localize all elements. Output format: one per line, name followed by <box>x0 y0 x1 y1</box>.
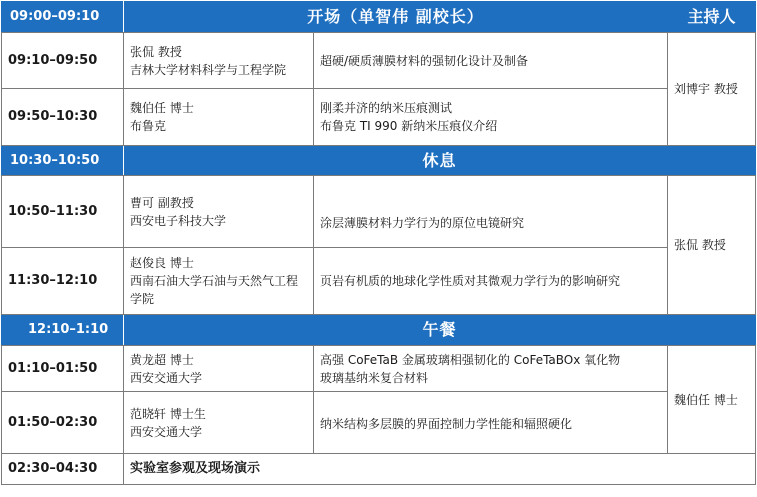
lunch-time: 12:10–1:10 <box>2 315 124 346</box>
speaker-cell <box>124 392 314 454</box>
table-row <box>2 89 756 146</box>
speaker-cell <box>124 89 314 146</box>
closing-row <box>2 454 756 485</box>
schedule-table <box>1 1 756 485</box>
speaker-name: 赵俊良 博士 <box>130 256 194 270</box>
talk-topic <box>314 176 668 248</box>
slot-time: 11:30–12:10 <box>2 248 124 315</box>
slot-time: 09:50–10:30 <box>2 89 124 146</box>
topic-line: 超硬/硬质薄膜材料的强韧化设计及制备 <box>320 53 529 68</box>
host-column-header: 主持人 <box>668 2 756 33</box>
topic-line: 刚柔并济的纳米压痕测试 <box>320 101 453 115</box>
speaker-affiliation: 西安交通大学 <box>130 424 203 439</box>
session-host: 魏伯任 博士 <box>668 346 756 454</box>
speaker-affiliation: 西南石油大学石油与天然气工程学院 <box>130 274 299 306</box>
break-time: 10:30–10:50 <box>2 146 124 176</box>
topic-line: 布鲁克 TI 990 新纳米压痕仪介绍 <box>320 119 498 133</box>
speaker-name: 范晓轩 博士生 <box>130 406 206 421</box>
speaker-cell <box>124 33 314 89</box>
topic-line: 玻璃基纳米复合材料 <box>320 370 429 385</box>
topic-line: 纳米结构多层膜的界面控制力学性能和辐照硬化 <box>320 416 573 431</box>
speaker-name: 张侃 教授 <box>130 44 182 59</box>
table-row <box>2 33 756 89</box>
talk-topic <box>314 392 668 454</box>
speaker-affiliation: 布鲁克 <box>130 119 167 133</box>
opening-title: 开场（单智伟 副校长） <box>124 2 668 33</box>
break-row <box>2 146 756 176</box>
slot-time: 09:10–09:50 <box>2 33 124 89</box>
speaker-affiliation: 吉林大学材料科学与工程学院 <box>130 62 287 77</box>
break-title: 休息 <box>124 146 756 176</box>
table-row <box>2 346 756 392</box>
slot-time: 10:50–11:30 <box>2 176 124 248</box>
lunch-title: 午餐 <box>124 315 756 346</box>
session-host: 刘博宇 教授 <box>668 33 756 146</box>
talk-topic <box>314 248 668 315</box>
slot-time: 01:10–01:50 <box>2 346 124 392</box>
topic-line: 涂层薄膜材料力学行为的原位电镜研究 <box>320 215 525 230</box>
talk-topic <box>314 33 668 89</box>
speaker-cell <box>124 346 314 392</box>
speaker-name: 曹可 副教授 <box>130 195 194 210</box>
closing-title: 实验室参观及现场演示 <box>124 454 756 485</box>
table-row <box>2 176 756 248</box>
table-row <box>2 392 756 454</box>
speaker-name: 黄龙超 博士 <box>130 352 194 367</box>
opening-row <box>2 2 756 33</box>
speaker-cell <box>124 176 314 248</box>
opening-time: 09:00–09:10 <box>2 2 124 33</box>
slot-time: 01:50–02:30 <box>2 392 124 454</box>
speaker-name: 魏伯任 博士 <box>130 101 194 115</box>
session-host: 张侃 教授 <box>668 176 756 315</box>
talk-topic <box>314 89 668 146</box>
lunch-row <box>2 315 756 346</box>
topic-line: 页岩有机质的地球化学性质对其微观力学行为的影响研究 <box>320 274 621 288</box>
talk-topic <box>314 346 668 392</box>
closing-time: 02:30–04:30 <box>2 454 124 485</box>
speaker-cell <box>124 248 314 315</box>
speaker-affiliation: 西安电子科技大学 <box>130 213 227 228</box>
topic-line: 高强 CoFeTaB 金属玻璃相强韧化的 CoFeTaBOx 氧化物 <box>320 352 621 367</box>
speaker-affiliation: 西安交通大学 <box>130 370 203 385</box>
table-row <box>2 248 756 315</box>
